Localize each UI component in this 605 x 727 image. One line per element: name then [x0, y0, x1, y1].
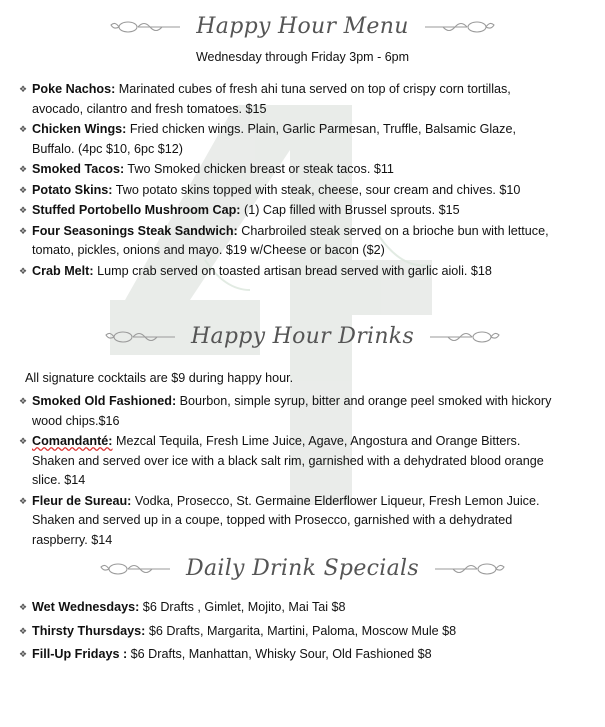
item-desc: Two Smoked chicken breast or steak tacos. $11 [124, 162, 394, 176]
list-item [0, 80, 605, 119]
list-item [0, 432, 605, 491]
list-item [0, 598, 605, 618]
item-name: Potato Skins: [32, 182, 113, 197]
item-name: Thirsty Thursdays: [32, 623, 146, 638]
list-item [0, 222, 605, 261]
drinks-heading: Happy Hour Drinks [190, 324, 415, 349]
list-item [0, 160, 605, 180]
flourish-left-icon [110, 17, 182, 37]
bullet-icon: ❖ [19, 495, 28, 506]
bullet-icon: ❖ [19, 164, 28, 174]
bullet-icon: ❖ [19, 602, 28, 612]
bullet-icon: ❖ [19, 649, 28, 659]
item-name: Crab Melt: [32, 263, 94, 278]
item-name: Smoked Old Fashioned: [32, 394, 177, 408]
item-desc: Bourbon, simple syrup, bitter and orange peel smoked with hickory wood chips.$16 [32, 394, 552, 428]
item-name: Poke Nachos: [32, 82, 116, 96]
item-desc: Marinated cubes of fresh ahi tuna served on top of crispy corn tortillas, avocado, cilantro and fresh tomatoes. $15 [32, 82, 511, 116]
list-item [0, 392, 605, 431]
flourish-left-icon [100, 559, 172, 579]
item-desc: Lump crab served on toasted artisan bread served with garlic aioli. $18 [93, 263, 492, 278]
flourish-left-icon [105, 327, 177, 347]
food-list [0, 80, 605, 282]
item-name: Wet Wednesdays: [32, 600, 140, 614]
drinks-heading-row [0, 324, 605, 349]
flourish-right-icon [423, 17, 495, 37]
list-item [0, 492, 605, 551]
list-item [0, 622, 605, 642]
bullet-icon: ❖ [19, 124, 28, 134]
drinks-list [0, 392, 605, 551]
food-subtitle: Wednesday through Friday 3pm - 6pm [195, 50, 410, 64]
bullet-icon: ❖ [19, 184, 28, 195]
specials-heading-row [0, 556, 605, 581]
item-desc: Vodka, Prosecco, St. Germaine Elderflower Liqueur, Fresh Lemon Juice. Shaken and served up in a coupe, topped with Prosecco, garnished with a dehydrated raspberry. $14 [32, 493, 540, 547]
item-name: Smoked Tacos: [32, 162, 125, 176]
item-desc: $6 Drafts, Margarita, Martini, Paloma, Moscow Mule $8 [145, 623, 457, 638]
bullet-icon: ❖ [19, 625, 28, 636]
item-name: Chicken Wings: [32, 122, 127, 136]
specials-heading: Daily Drink Specials [186, 556, 419, 581]
item-desc: Fried chicken wings. Plain, Garlic Parmesan, Truffle, Balsamic Glaze, Buffalo. (4pc $10, 6pc $12) [32, 122, 516, 156]
item-desc: (1) Cap filled with Brussel sprouts. $15 [240, 203, 460, 217]
item-name: Fleur de Sureau: [32, 493, 132, 508]
item-desc: Charbroiled steak served on a brioche bun with lettuce, tomato, pickles, onions and mayo. $19 w/Cheese or bacon ($2) [32, 223, 549, 257]
bullet-icon: ❖ [19, 396, 28, 406]
bullet-icon: ❖ [19, 225, 28, 236]
list-item [0, 645, 605, 665]
item-desc: $6 Drafts , Gimlet, Mojito, Mai Tai $8 [139, 600, 346, 614]
food-heading: Happy Hour Menu [196, 14, 409, 39]
drinks-intro: All signature cocktails are $9 during happy hour. [25, 371, 294, 385]
list-item [0, 181, 605, 201]
bullet-icon: ❖ [19, 205, 28, 215]
food-heading-row [0, 14, 605, 39]
item-name: Stuffed Portobello Mushroom Cap: [32, 203, 241, 217]
flourish-right-icon [433, 559, 505, 579]
list-item [0, 201, 605, 221]
item-desc: Mezcal Tequila, Fresh Lime Juice, Agave, Angostura and Orange Bitters. Shaken and served over ice with a black salt rim, garnished with a dehydrated blood orange slice. $14 [32, 434, 544, 487]
item-name: Comandanté: [32, 434, 113, 448]
item-name: Fill-Up Fridays : [32, 647, 128, 661]
bullet-icon: ❖ [19, 436, 28, 446]
list-item [0, 120, 605, 159]
bullet-icon: ❖ [19, 265, 28, 276]
list-item [0, 262, 605, 282]
item-desc: $6 Drafts, Manhattan, Whisky Sour, Old Fashioned $8 [127, 647, 432, 661]
item-desc: Two potato skins topped with steak, cheese, sour cream and chives. $10 [112, 182, 521, 197]
item-name: Four Seasonings Steak Sandwich: [32, 223, 238, 238]
specials-list [0, 598, 605, 666]
bullet-icon: ❖ [19, 84, 28, 94]
flourish-right-icon [428, 327, 500, 347]
